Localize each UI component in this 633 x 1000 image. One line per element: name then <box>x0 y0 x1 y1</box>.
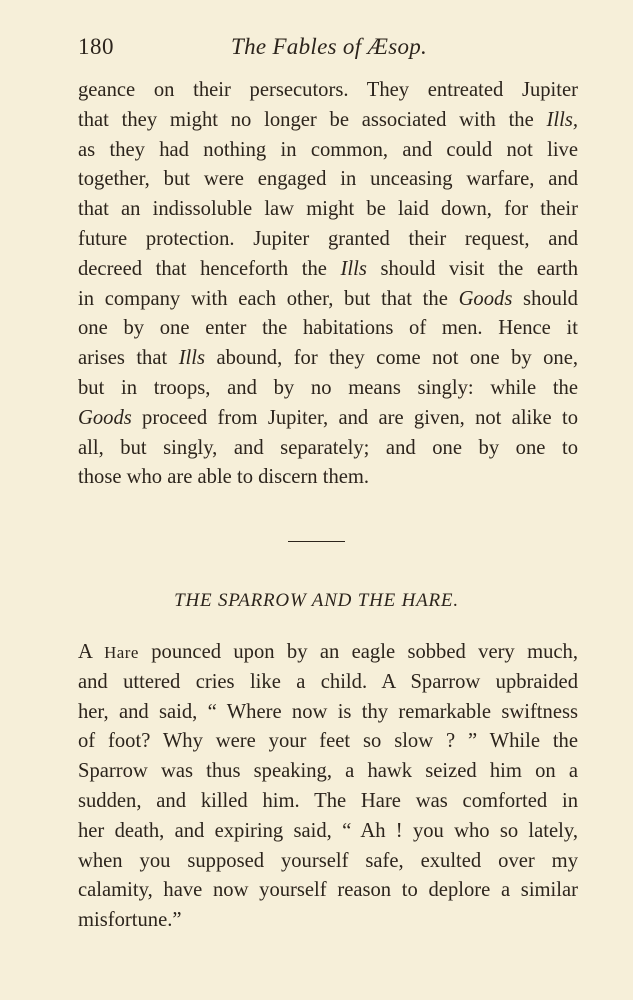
text-span: arises that <box>78 347 179 370</box>
text-line: calamity, have now yourself reason to deplore a similar <box>78 879 578 902</box>
text-span: should <box>512 287 578 310</box>
text-line: misfortune.” <box>78 909 182 932</box>
text-line: of foot? Why were your feet so slow ? ” While the <box>78 730 578 753</box>
text-line <box>78 106 578 136</box>
text-line <box>78 255 578 285</box>
text-line: and uttered cries like a child. A Sparrow upbraided <box>78 670 578 693</box>
section-divider <box>288 541 345 542</box>
small-caps-word: Hare <box>104 643 139 662</box>
text-line: sudden, and killed him. The Hare was comforted in <box>78 789 578 812</box>
paragraph-continuation <box>78 76 578 493</box>
text-line: her death, and expiring said, “ Ah ! you who so lately, <box>78 819 578 842</box>
text-line: when you supposed yourself safe, exulted over my <box>78 849 578 872</box>
text-line: all, but singly, and separately; and one by one to <box>78 436 578 459</box>
italic-term: Goods <box>458 287 513 310</box>
text-span: pounced upon by an eagle sobbed very much, <box>138 641 578 663</box>
fable-title: THE SPARROW AND THE HARE. <box>174 590 459 611</box>
text-span: decreed that henceforth the <box>78 257 341 280</box>
text-line <box>78 285 578 315</box>
text-line: those who are able to discern them. <box>78 466 370 489</box>
italic-term: Ills, <box>546 108 578 131</box>
italic-term: Ills <box>178 347 206 370</box>
text-line <box>78 638 578 668</box>
text-line <box>78 404 578 434</box>
fable-paragraph <box>78 638 578 936</box>
text-span: that they might no longer be associated with the <box>78 108 547 131</box>
italic-term: Ills <box>340 257 367 280</box>
text-line: future protection. Jupiter granted their request, and <box>78 227 578 250</box>
text-line <box>78 344 578 374</box>
italic-term: Goods <box>78 406 132 429</box>
text-span: proceed from Jupiter, and are given, not alike to <box>131 406 578 429</box>
text-line: together, but were engaged in unceasing warfare, and <box>78 168 578 191</box>
text-span: should visit the earth <box>366 257 578 280</box>
text-line: geance on their persecutors. They entreated Jupiter <box>78 79 578 101</box>
text-span: abound, for they come not one by one, <box>205 347 578 370</box>
text-span: in company with each other, but that the <box>78 287 459 310</box>
text-line: as they had nothing in common, and could not live <box>78 138 578 161</box>
page-header <box>78 34 578 64</box>
text-line: that an indissoluble law might be laid down, for their <box>78 198 578 221</box>
text-line: Sparrow was thus speaking, a hawk seized him on a <box>78 760 578 783</box>
text-line: her, and said, “ Where now is thy remarkable swiftness <box>78 700 578 723</box>
text-span: A <box>78 641 105 663</box>
running-title: The Fables of Æsop. <box>231 34 428 59</box>
text-line: one by one enter the habitations of men. Hence it <box>78 317 578 340</box>
text-line: but in troops, and by no means singly: while the <box>78 376 578 399</box>
page-number: 180 <box>78 34 114 59</box>
